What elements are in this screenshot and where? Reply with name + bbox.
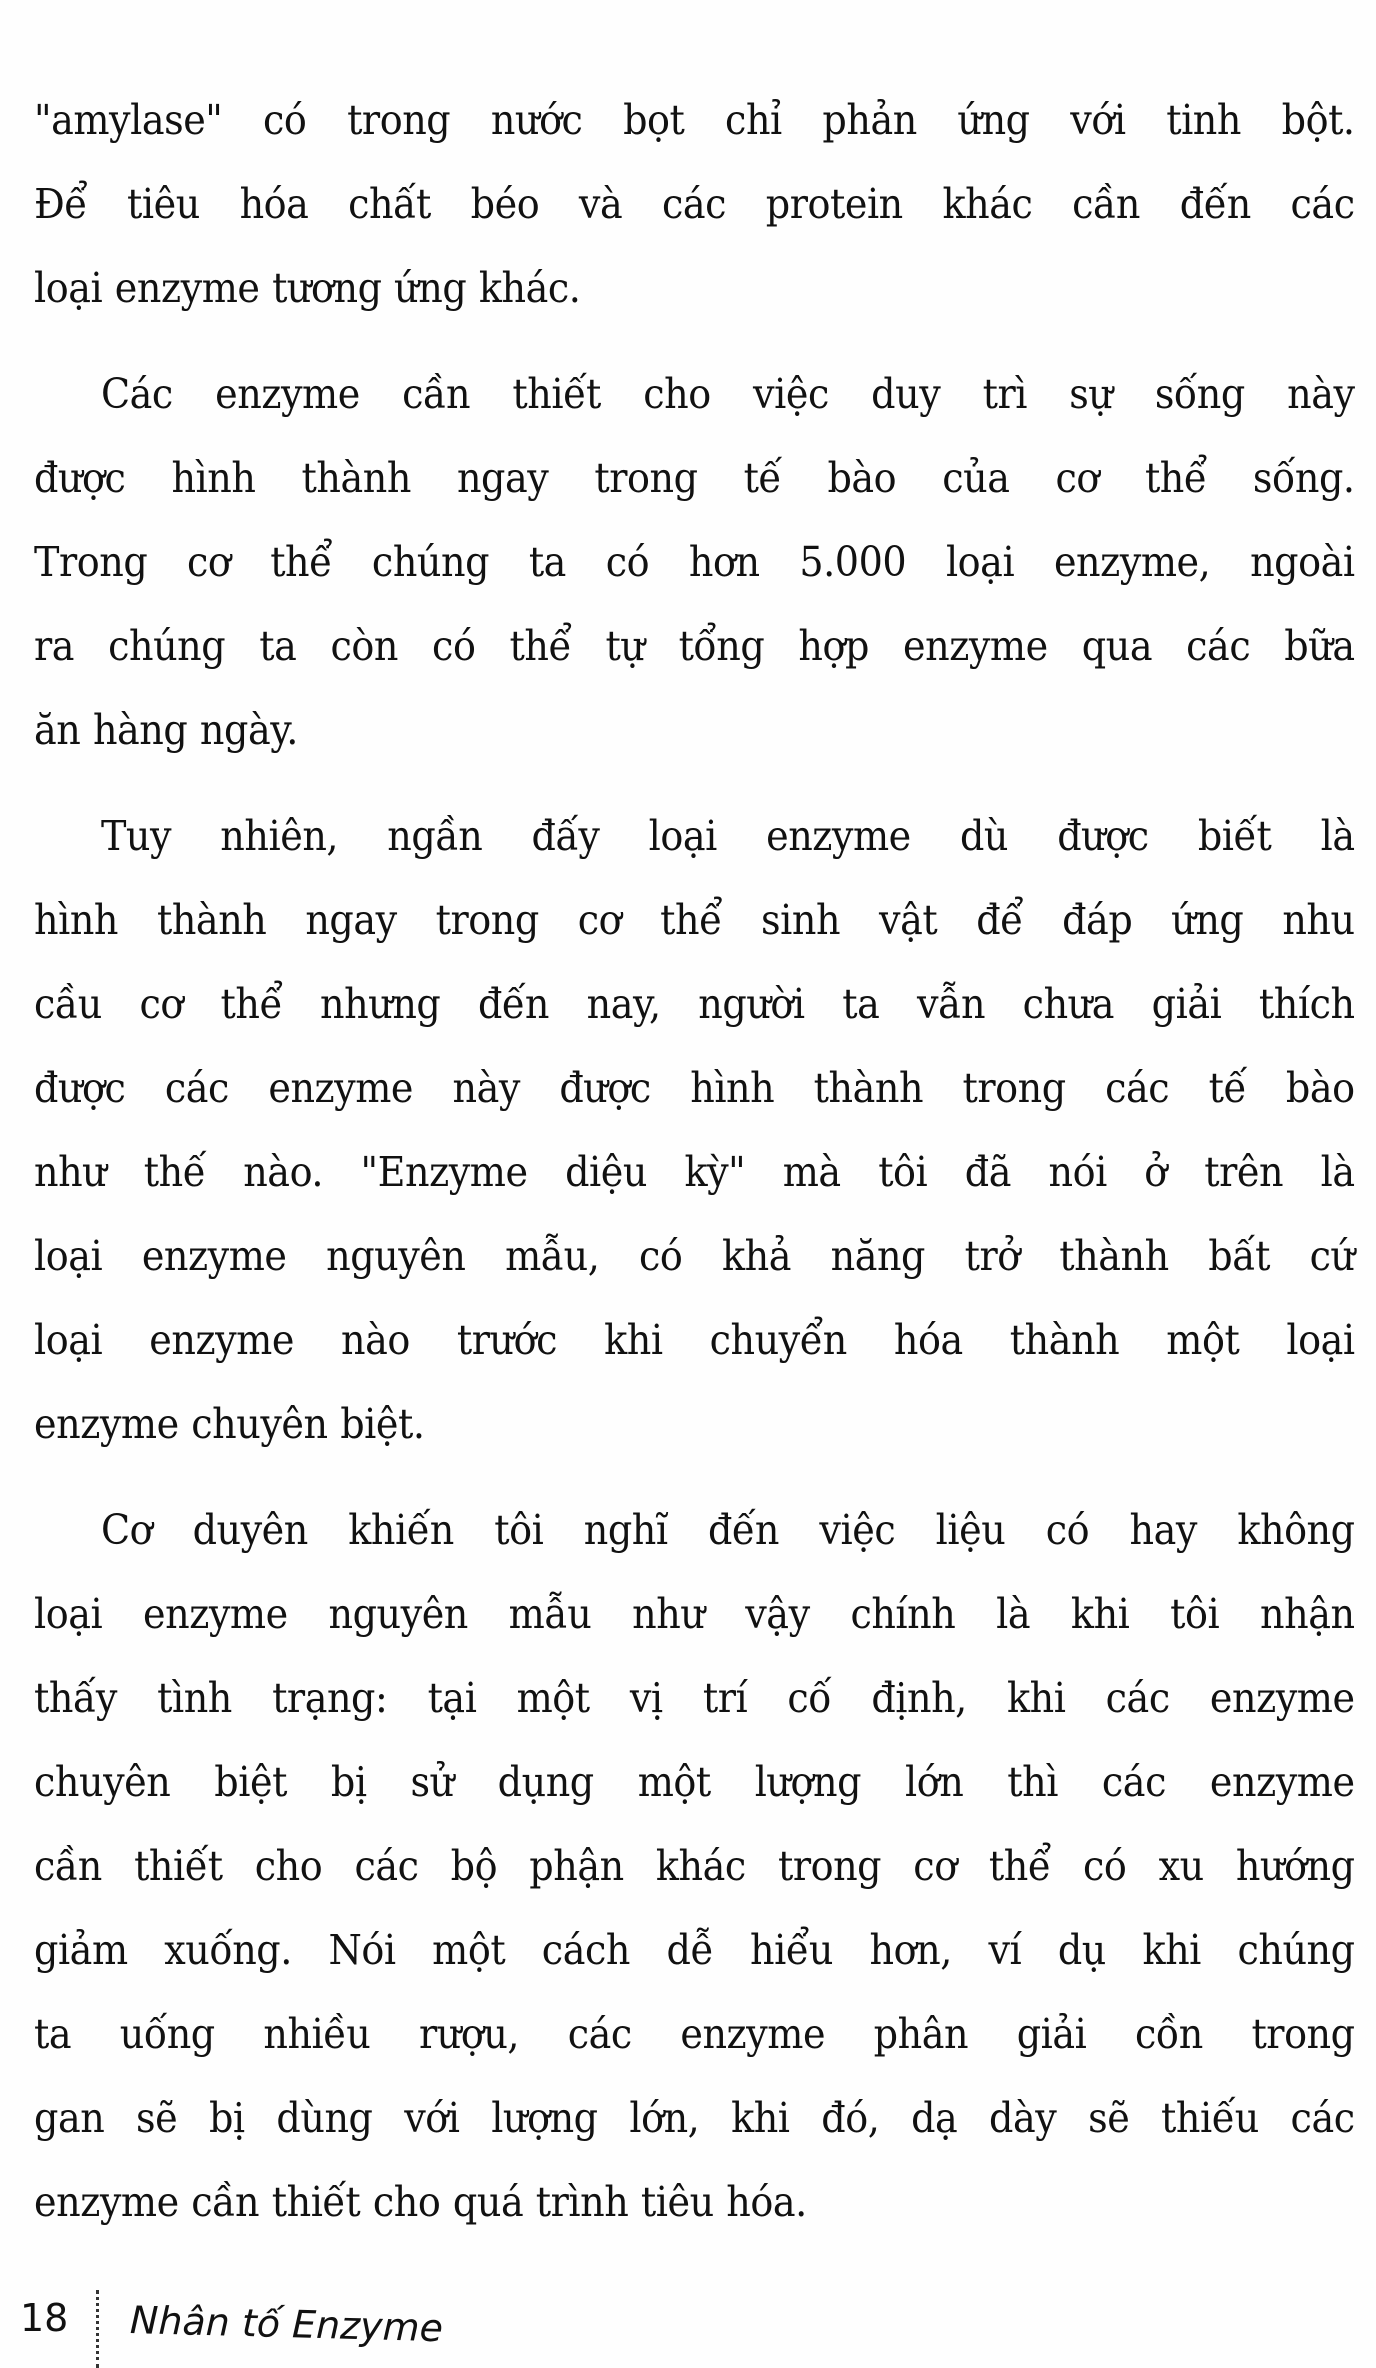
text-line: thấy tình trạng: tại một vị trí cố định, khi các enzyme (34, 1674, 1355, 1722)
running-title: Nhân tố Enzyme (129, 2298, 444, 2351)
text-line: ta uống nhiều rượu, các enzyme phân giải cồn trong (34, 2010, 1355, 2058)
text-line: hình thành ngay trong cơ thể sinh vật để đáp ứng nhu (34, 896, 1355, 944)
paragraph-1 (34, 78, 1354, 330)
text-line: Trong cơ thể chúng ta có hơn 5.000 loại enzyme, ngoài (34, 538, 1355, 586)
text-line: "amylase" có trong nước bọt chỉ phản ứng với tinh bột. (34, 96, 1355, 144)
text-line: Các enzyme cần thiết cho việc duy trì sự sống này (100, 370, 1355, 418)
text-line: loại enzyme nguyên mẫu, có khả năng trở thành bất cứ (34, 1232, 1355, 1280)
text-line: chuyên biệt bị sử dụng một lượng lớn thì các enzyme (34, 1758, 1355, 1806)
paragraph-3 (34, 794, 1354, 1466)
paragraph-4 (34, 1488, 1354, 2244)
text-line: enzyme cần thiết cho quá trình tiêu hóa. (34, 2178, 807, 2226)
paragraph-2 (34, 352, 1354, 772)
text-line: như thế nào. "Enzyme diệu kỳ" mà tôi đã nói ở trên là (34, 1148, 1355, 1196)
dotted-divider (96, 2290, 99, 2368)
text-line: giảm xuống. Nói một cách dễ hiểu hơn, ví dụ khi chúng (34, 1926, 1355, 1974)
text-line: enzyme chuyên biệt. (34, 1400, 425, 1448)
text-line: Tuy nhiên, ngần đấy loại enzyme dù được biết là (100, 812, 1355, 860)
page-footer (20, 2290, 720, 2368)
text-line: gan sẽ bị dùng với lượng lớn, khi đó, dạ dày sẽ thiếu các (34, 2094, 1355, 2142)
text-line: loại enzyme nguyên mẫu như vậy chính là khi tôi nhận (34, 1590, 1355, 1638)
text-line: ra chúng ta còn có thể tự tổng hợp enzyme qua các bữa (34, 622, 1355, 670)
text-line: loại enzyme tương ứng khác. (34, 264, 581, 312)
text-line: cần thiết cho các bộ phận khác trong cơ thể có xu hướng (34, 1842, 1355, 1890)
text-line: Để tiêu hóa chất béo và các protein khác cần đến các (34, 180, 1355, 228)
text-line: được các enzyme này được hình thành trong các tế bào (34, 1064, 1355, 1112)
text-line: loại enzyme nào trước khi chuyển hóa thành một loại (34, 1316, 1355, 1364)
text-line: cầu cơ thể nhưng đến nay, người ta vẫn chưa giải thích (34, 980, 1355, 1028)
body-text (34, 78, 1354, 2266)
text-line: được hình thành ngay trong tế bào của cơ thể sống. (34, 454, 1355, 502)
text-line: Cơ duyên khiến tôi nghĩ đến việc liệu có hay không (100, 1506, 1355, 1554)
page-number: 18 (20, 2296, 69, 2340)
text-line: ăn hàng ngày. (34, 706, 298, 754)
